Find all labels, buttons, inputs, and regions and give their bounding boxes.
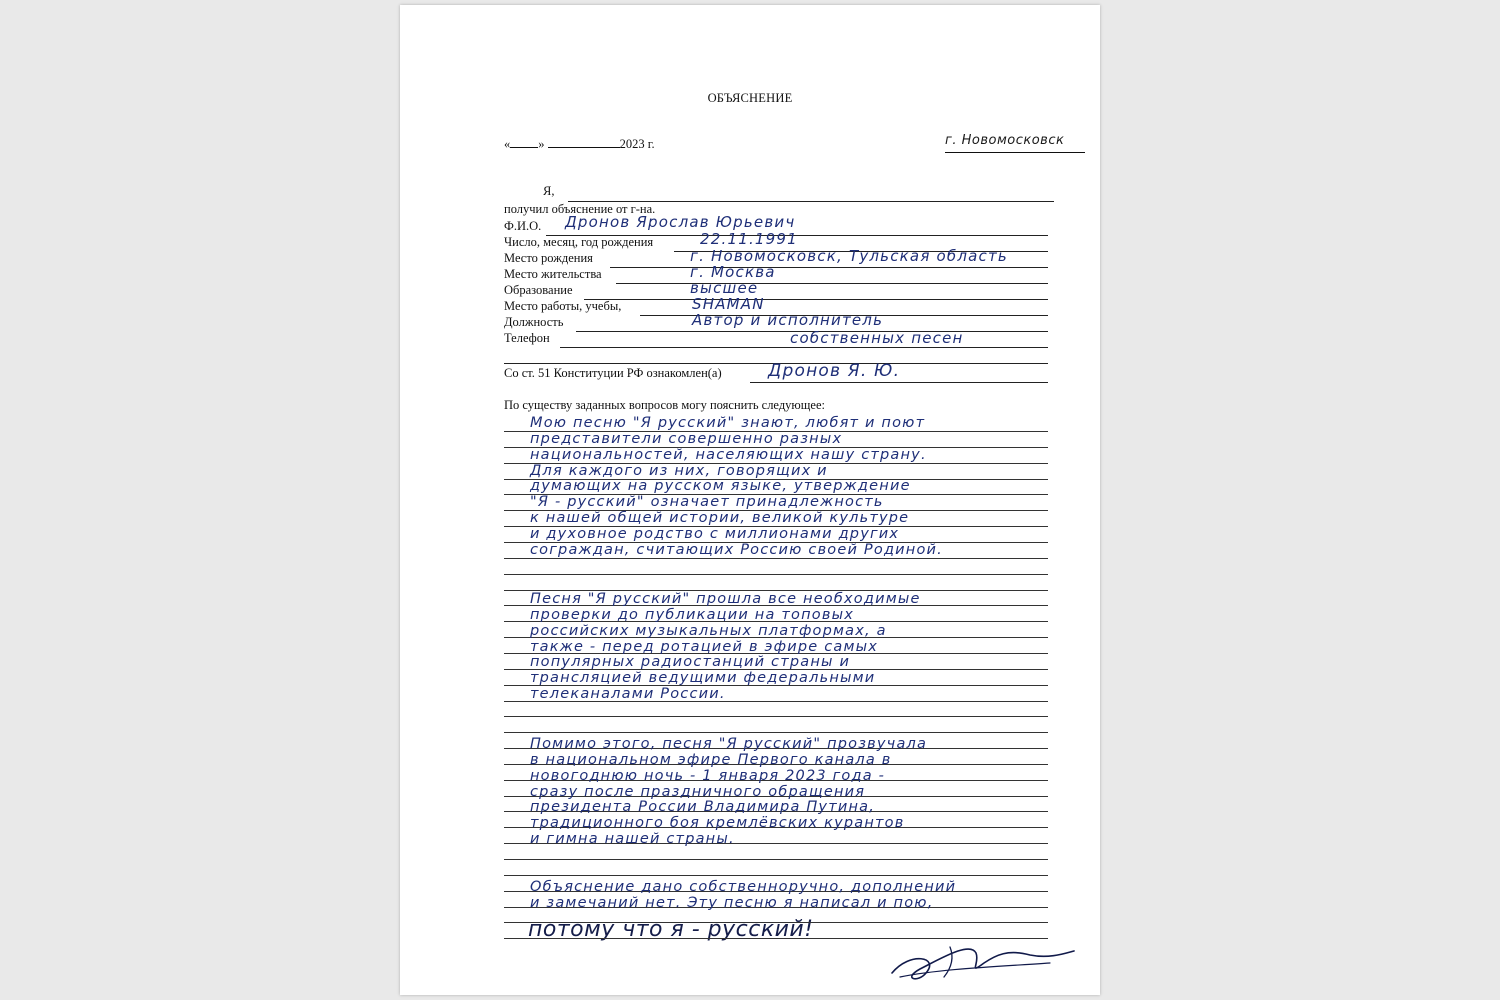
value-birth-date: 22.11.1991 — [700, 230, 798, 248]
handwritten-line: и гимна нашей страны. — [530, 831, 735, 848]
handwritten-line: Для каждого из них, говорящих и — [530, 462, 828, 479]
handwritten-line: популярных радиостанций страны и — [530, 654, 851, 671]
value-birth-place: г. Новомосковск, Тульская область — [690, 247, 1008, 265]
handwritten-line: президента России Владимира Путина, — [530, 799, 876, 816]
handwritten-line: и замечаний нет. Эту песню я написал и пою, — [530, 894, 934, 911]
handwritten-line: трансляцией ведущими федеральными — [530, 670, 876, 687]
handwritten-line: Песня "Я русский" прошла все необходимые — [530, 591, 921, 607]
date-open-quote: « — [504, 137, 511, 151]
rule-constitution — [750, 382, 1048, 383]
handwritten-line: "Я - русский" означает принадлежность — [530, 494, 884, 511]
rule-phone — [560, 347, 1048, 348]
handwritten-line: к нашей общей истории, великой культуре — [530, 510, 910, 527]
handwritten-line: также - перед ротацией в эфире самых — [530, 638, 879, 655]
value-education: высшее — [690, 279, 759, 297]
handwritten-line: Помимо этого, песня "Я русский" прозвучала — [530, 736, 928, 752]
date-close-quote: » — [538, 137, 545, 151]
label-work: Место работы, учебы, — [504, 299, 622, 313]
body-rule — [504, 938, 1048, 939]
value-constitution: Дронов Я. Ю. — [768, 361, 901, 381]
handwritten-line: сограждан, считающих Россию своей Родиной. — [530, 541, 943, 558]
explanation-intro: По существу заданных вопросов могу пояснить следующее: — [504, 398, 825, 412]
label-birth-date: Число, месяц, год рождения — [504, 235, 654, 249]
closing-line: потому что я - русский! — [528, 917, 814, 942]
document-title: ОБЪЯСНЕНИЕ — [707, 91, 793, 105]
value-residence: г. Москва — [690, 263, 776, 281]
body-rule — [504, 574, 1048, 575]
handwritten-line: сразу после праздничного обращения — [530, 783, 866, 800]
handwritten-line: и духовное родство с миллионами других — [530, 526, 900, 542]
label-phone: Телефон — [504, 331, 550, 345]
body-rule — [504, 732, 1048, 733]
handwritten-line: Мою песню "Я русский" знают, любят и поют — [530, 415, 926, 431]
handwritten-line: проверки до публикации на топовых — [530, 606, 855, 623]
value-position-line1: Автор и исполнитель — [692, 311, 884, 329]
label-fio: Ф.И.О. — [504, 219, 542, 233]
label-education: Образование — [504, 283, 573, 297]
label-birth-place: Место рождения — [504, 251, 593, 265]
city — [945, 133, 1064, 148]
city-underline — [945, 152, 1085, 153]
rule-birth-place — [610, 267, 1048, 268]
label-constitution: Со ст. 51 Конституции РФ ознакомлен(а) — [504, 366, 722, 380]
value-work: SHAMAN — [692, 295, 765, 313]
handwritten-line: думающих на русском языке, утверждение — [530, 478, 911, 495]
body-rule — [504, 875, 1048, 876]
rule-education — [584, 299, 1048, 300]
document-sheet — [400, 5, 1100, 995]
body-rule — [504, 859, 1048, 860]
label-received: получил объяснение от г-на. — [504, 202, 656, 216]
handwritten-line: представители совершенно разных — [530, 430, 843, 447]
rule-residence — [616, 283, 1048, 284]
date-year: 2023 г. — [619, 137, 655, 151]
signature — [880, 933, 1080, 989]
handwritten-line: национальностей, населяющих нашу страну. — [530, 446, 927, 463]
city-value: г. Новомосковск — [945, 133, 1065, 148]
month-blank — [548, 136, 620, 148]
body-rule — [504, 716, 1048, 717]
handwritten-line: телеканалами России. — [530, 686, 726, 703]
label-residence: Место жительства — [504, 267, 602, 281]
body-rule — [504, 558, 1048, 559]
day-blank — [510, 136, 538, 148]
handwritten-line: российских музыкальных платформах, а — [530, 622, 887, 639]
handwritten-line: Объяснение дано собственноручно, дополнений — [530, 879, 957, 895]
label-position: Должность — [504, 315, 564, 329]
date-line — [504, 136, 655, 152]
handwritten-line: в национальном эфире Первого канала в — [530, 751, 892, 768]
label-ya: Я, — [543, 184, 555, 198]
value-fio: Дронов Ярослав Юрьевич — [565, 213, 796, 231]
value-position-line2: собственных песен — [790, 329, 964, 347]
handwritten-line: традиционного боя кремлёвских курантов — [530, 815, 905, 832]
body-rule — [504, 922, 1048, 923]
handwritten-line: новогоднюю ночь - 1 января 2023 года - — [530, 767, 886, 784]
